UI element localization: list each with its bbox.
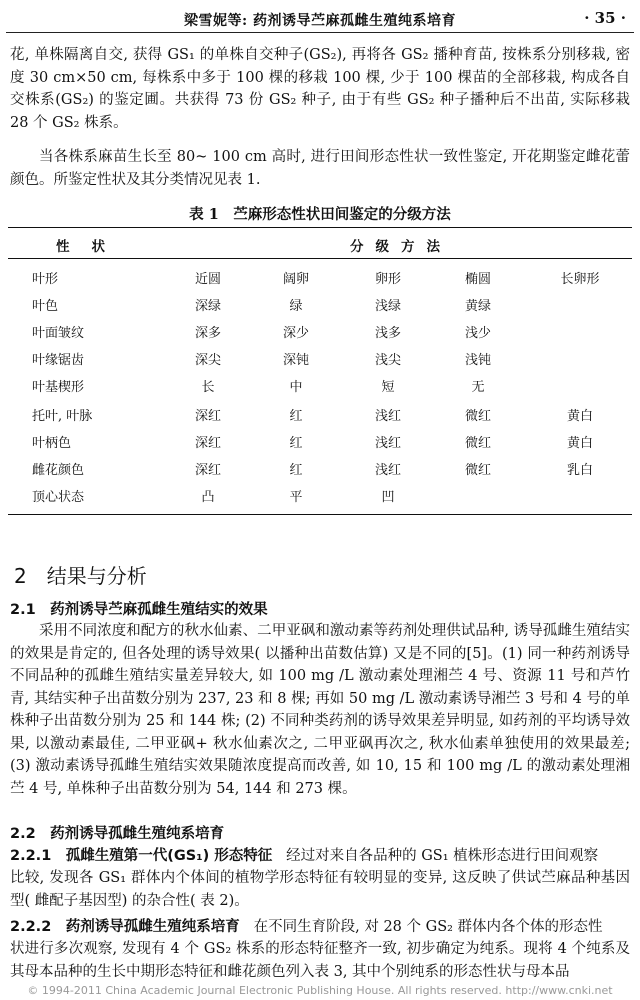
table-row: [0, 405, 640, 429]
subsubsection-label: 2.2.2 药剂诱导孤雌生殖纯系培育: [10, 919, 240, 935]
body-paragraph: 状进行多次观察, 发现有 4 个 GS₂ 株系的形态特征整齐一致, 初步确定为纯系。现将 4 个纯系及其母本品种的生长中期形态特征和雌花颜色列入表 3, 其中个别纯系的形态性状与母本品: [10, 941, 630, 980]
cell-grade-3: 浅绿: [374, 299, 401, 314]
table-row: [0, 376, 640, 400]
cell-grade-3: 浅红: [374, 436, 401, 451]
table-row: [0, 486, 640, 510]
cell-grade-1: 长: [201, 380, 215, 395]
table-bottom-rule: [8, 514, 632, 515]
cell-grade-5: 黄白: [566, 409, 593, 424]
cell-grade-3: 凹: [381, 490, 395, 505]
table-header-grade: 分级方法: [350, 239, 452, 255]
subsubsection-line: [10, 916, 630, 939]
cell-grade-3: 浅尖: [374, 353, 401, 368]
cell-trait: 叶形: [32, 272, 59, 287]
cell-grade-4: 浅少: [464, 326, 491, 341]
cell-trait: 叶基楔形: [32, 380, 85, 395]
cell-grade-2: 阔卵: [282, 272, 309, 287]
cell-trait: 叶色: [32, 299, 59, 314]
cell-grade-3: 浅红: [374, 409, 401, 424]
intro-paragraph: 花, 单株隔离自交, 获得 GS₁ 的单株自交种子(GS₂), 再将各 GS₂ 播种育苗, 按株系分别移栽, 密度 30 cm×50 cm, 每株系中多于 100 棵的移栽 100 棵, 少于 100 棵苗的全部移栽, 构成各自交株系(GS₂) 的鉴定圃。共获得 73 份 GS₂ 种子, 由于有些 GS₂ 种子播种后不出苗, 实际移栽 28 个 GS₂ 株系。: [10, 47, 630, 131]
table-row: [0, 268, 640, 292]
cell-grade-2: 平: [289, 490, 303, 505]
cell-grade-4: 无: [471, 380, 485, 395]
copyright-watermark: © 1994-2011 China Academic Journal Electronic Publishing House. All rights reserved. http://www.cnki.net: [27, 984, 613, 997]
cell-grade-4: 椭圆: [464, 272, 491, 287]
cell-grade-1: 深多: [194, 326, 221, 341]
cell-grade-1: 深红: [194, 436, 221, 451]
subsubsection-line: [10, 845, 630, 868]
cell-grade-3: 浅多: [374, 326, 401, 341]
cell-grade-2: 红: [289, 436, 303, 451]
cell-grade-4: 微红: [464, 409, 491, 424]
table-row: [0, 459, 640, 483]
cell-trait: 顶心状态: [32, 490, 85, 505]
section-heading: 2 结果与分析: [14, 564, 147, 588]
cell-grade-2: 深钝: [282, 353, 309, 368]
subsubsection-label: 2.2.1 孤雌生殖第一代(GS₁) 形态特征: [10, 848, 273, 864]
table-row: [0, 349, 640, 373]
cell-trait: 叶面皱纹: [32, 326, 85, 341]
cell-grade-4: 微红: [464, 436, 491, 451]
running-title: 梁雪妮等: 药剂诱导苎麻孤雌生殖纯系培育: [183, 13, 457, 29]
table-caption: 表 1 苎麻形态性状田间鉴定的分级方法: [189, 206, 451, 223]
header-rule: [6, 32, 634, 33]
cell-grade-1: 深红: [194, 463, 221, 478]
cell-grade-1: 深尖: [194, 353, 221, 368]
cell-grade-2: 红: [289, 463, 303, 478]
cell-grade-3: 浅红: [374, 463, 401, 478]
cell-grade-2: 绿: [289, 299, 303, 314]
subsubsection-lead-text: 经过对来自各品种的 GS₁ 植株形态进行田间观察: [286, 848, 599, 864]
page-header: [0, 0, 640, 38]
table-row: [0, 295, 640, 319]
subsection-heading: 2.2 药剂诱导孤雌生殖纯系培育: [10, 826, 225, 842]
cell-grade-3: 卵形: [374, 272, 401, 287]
cell-grade-4: 黄绿: [464, 299, 491, 314]
cell-grade-5: 长卵形: [560, 272, 600, 287]
cell-grade-2: 中: [289, 380, 303, 395]
cell-grade-4: 浅钝: [464, 353, 491, 368]
cell-trait: 叶缘锯齿: [32, 353, 85, 368]
body-paragraph: 比较, 发现各 GS₁ 群体内个体间的植物学形态特征有较明显的变异, 这反映了供试苎麻品种基因型( 雌配子基因型) 的杂合性( 表 2)。: [10, 870, 630, 909]
cell-grade-2: 红: [289, 409, 303, 424]
method-paragraph: 当各株系麻苗生长至 80~ 100 cm 高时, 进行田间形态性状一致性鉴定, 开花期鉴定雌花蕾颜色。所鉴定性状及其分类情况见表 1.: [10, 149, 630, 188]
cell-grade-3: 短: [381, 380, 395, 395]
table-header-rule: [8, 258, 632, 259]
cell-grade-2: 深少: [282, 326, 309, 341]
cell-trait: 托叶, 叶脉: [32, 409, 93, 424]
table-top-rule: [8, 227, 632, 228]
cell-grade-1: 深红: [194, 409, 221, 424]
cell-trait: 雌花颜色: [32, 463, 85, 478]
table-header-trait: 性状: [56, 239, 127, 255]
cell-grade-1: 深绿: [194, 299, 221, 314]
cell-grade-4: 微红: [464, 463, 491, 478]
table-row: [0, 322, 640, 346]
body-paragraph: 采用不同浓度和配方的秋水仙素、二甲亚砜和激动素等药剂处理供试品种, 诱导孤雌生殖结实的效果是肯定的, 但各处理的诱导效果( 以播种出苗数估算) 又是不同的[5]。(1) 同一种药剂诱导不同品种的孤雌生殖结实量差异较大, 如 100 mg /L 激动素处理湘苎 4 号、资源 11 号和芦竹青, 其结实种子出苗数分别为 237, 23 和 8 棵; 再如 50 mg /L 激动素诱导湘苎 3 号和 4 号的单株种子出苗数分别为 25 和 144 株; (2) 不同种类药剂的诱导效果差异明显, 如药剂的平均诱导效果, 以激动素最佳, 二甲亚砜+ 秋水仙素次之, 二甲亚砜再次之, 秋水仙素单独使用的效果最差; (3) 激动素诱导孤雌生殖结实效果随浓度提高而改善, 如 10, 15 和 100 mg /L 的激动素处理湘苎 4 号, 单株种子出苗数分别为 54, 144 和 273 棵。: [10, 623, 630, 797]
cell-trait: 叶柄色: [32, 436, 72, 451]
page-number: · 35 ·: [584, 9, 626, 27]
subsection-heading: 2.1 药剂诱导苎麻孤雌生殖结实的效果: [10, 602, 268, 618]
cell-grade-1: 凸: [201, 490, 215, 505]
cell-grade-5: 黄白: [566, 436, 593, 451]
cell-grade-1: 近圆: [194, 272, 221, 287]
subsubsection-lead-text: 在不同生育阶段, 对 28 个 GS₂ 群体内各个体的形态性: [253, 919, 603, 935]
cell-grade-5: 乳白: [566, 463, 593, 478]
table-row: [0, 432, 640, 456]
